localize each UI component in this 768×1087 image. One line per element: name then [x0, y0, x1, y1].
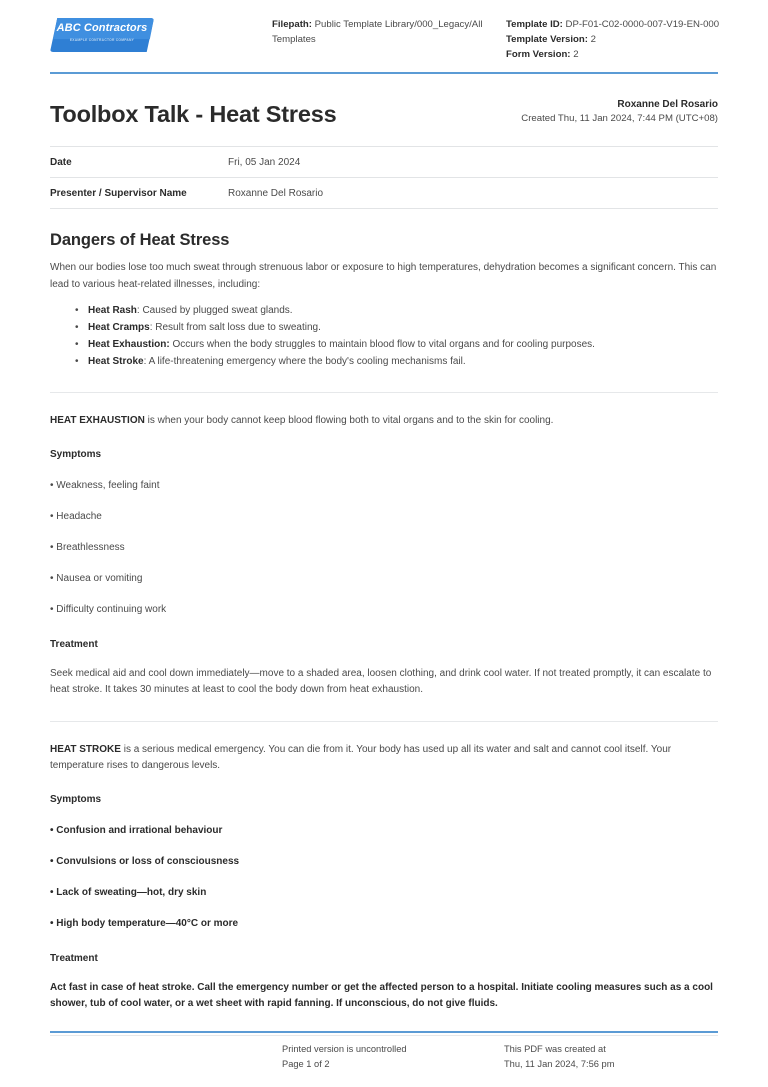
template-id-row — [506, 17, 736, 32]
symptom-item: • Breathlessness — [50, 541, 125, 553]
list-item-desc: : Result from salt loss due to sweating. — [149, 322, 321, 333]
footer-print-notice — [282, 1042, 504, 1071]
form-version-row — [506, 47, 736, 62]
heat-stroke-term: HEAT STROKE — [50, 743, 121, 755]
logo-tagline: EXAMPLE CONTRACTOR COMPANY — [69, 38, 135, 42]
filepath-label: Filepath: — [272, 19, 312, 30]
list-item-desc: : A life-threatening emergency where the body's cooling mechanisms fail. — [143, 356, 466, 367]
list-item-desc: : Caused by plugged sweat glands. — [136, 305, 293, 316]
template-id-value: DP-F01-C02-0000-007-V19-EN-000 — [565, 19, 720, 30]
section-divider-exhaustion — [50, 392, 718, 393]
logo-company-name: ABC Contractors — [56, 22, 148, 34]
document-header — [0, 0, 768, 62]
list-item-term: Heat Rash — [88, 305, 137, 316]
dangers-list — [50, 303, 718, 370]
heat-exhaustion-symptoms-heading: Symptoms — [50, 448, 102, 460]
heat-exhaustion-term: HEAT EXHAUSTION — [50, 415, 145, 426]
symptom-item: • Weakness, feeling faint — [50, 479, 160, 491]
dangers-intro-paragraph: When our bodies lose too much sweat through strenuous labor or exposure to high temperatures, dehydration becomes a significant concern. This can lead to various heat-related illnesses, including: — [50, 262, 717, 290]
footer-page-number: Page 1 of 2 — [282, 1058, 330, 1069]
field-label-date: Date — [50, 156, 72, 168]
company-logo — [50, 14, 272, 52]
heat-stroke-treatment-text: Act fast in case of heat stroke. Call the emergency number or get the affected person to a hospital. Initiate cooling measures such as a cool shower, tub of cool water, or a wet sheet with rapid fanning. If unconscious, do not give fluids. — [50, 981, 713, 1009]
heat-exhaustion-section — [0, 413, 768, 699]
list-item-term: Heat Stroke — [88, 356, 144, 367]
list-item-term: Heat Exhaustion: — [88, 339, 170, 350]
document-body — [0, 231, 768, 370]
field-value-presenter: Roxanne Del Rosario — [228, 187, 324, 199]
footer-pdf-created — [504, 1042, 614, 1071]
symptom-item: • Difficulty continuing work — [50, 603, 167, 615]
field-table — [50, 146, 718, 209]
template-version-value: 2 — [590, 34, 596, 45]
template-id-label: Template ID: — [506, 19, 563, 30]
template-meta — [502, 14, 736, 62]
footer-pdf-created-value: Thu, 11 Jan 2024, 7:56 pm — [504, 1058, 615, 1069]
author-name: Roxanne Del Rosario — [617, 99, 718, 110]
footer-printed-version-text: Printed version is uncontrolled — [282, 1044, 407, 1054]
symptom-item: • Convulsions or loss of consciousness — [50, 855, 240, 867]
symptom-item: • Nausea or vomiting — [50, 572, 143, 584]
field-value-date: Fri, 05 Jan 2024 — [228, 156, 301, 168]
symptom-item: • Lack of sweating—hot, dry skin — [50, 886, 207, 898]
template-version-label: Template Version: — [506, 34, 588, 45]
heat-stroke-symptoms-heading: Symptoms — [50, 793, 102, 805]
list-item — [88, 320, 718, 336]
title-row — [0, 74, 768, 128]
heat-stroke-treatment-heading: Treatment — [50, 952, 98, 964]
heat-exhaustion-definition — [50, 413, 718, 430]
list-item — [88, 354, 718, 370]
list-item — [88, 303, 718, 319]
list-item-term: Heat Cramps — [88, 322, 150, 333]
author-block — [521, 98, 718, 128]
list-item-desc: Occurs when the body struggles to maintain blood flow to vital organs and for cooling purposes. — [169, 339, 595, 350]
heat-exhaustion-treatment-text: Seek medical aid and cool down immediately—move to a shaded area, loosen clothing, and drink cool water. If not treated promptly, it can escalate to heat stroke. It takes 30 minutes at least to cool the body down from heat exhaustion. — [50, 667, 712, 695]
heat-exhaustion-definition-text: is when your body cannot keep blood flowing both to vital organs and to the skin for cooling. — [144, 415, 554, 426]
author-created-timestamp: Created Thu, 11 Jan 2024, 7:44 PM (UTC+08) — [521, 113, 718, 124]
form-version-label: Form Version: — [506, 49, 571, 60]
field-row-date — [50, 147, 718, 178]
page-title: Toolbox Talk - Heat Stress — [50, 101, 337, 127]
heat-stroke-section — [0, 742, 768, 1013]
field-row-presenter — [50, 178, 718, 209]
document-footer — [0, 1031, 768, 1071]
heat-stroke-definition — [50, 742, 718, 775]
filepath-meta — [272, 14, 502, 47]
footer-spacer — [50, 1042, 282, 1071]
heat-exhaustion-treatment-heading: Treatment — [50, 638, 98, 650]
list-item — [88, 337, 718, 353]
form-version-value: 2 — [573, 49, 579, 60]
filepath-value: Public Template Library/000_Legacy/All Templates — [272, 19, 483, 45]
field-label-presenter: Presenter / Supervisor Name — [50, 187, 187, 199]
footer-pdf-created-label: This PDF was created at — [504, 1044, 606, 1054]
symptom-item: • High body temperature—40°C or more — [50, 917, 239, 929]
section-heading-dangers: Dangers of Heat Stress — [50, 231, 230, 249]
section-divider-stroke — [50, 721, 718, 722]
symptom-item: • Headache — [50, 510, 102, 522]
template-version-row — [506, 32, 736, 47]
heat-stroke-definition-text: is a serious medical emergency. You can die from it. Your body has used up all its water and salt and cannot cool itself. Your temperature rises to dangerous levels. — [50, 743, 672, 771]
symptom-item: • Confusion and irrational behaviour — [50, 824, 223, 836]
